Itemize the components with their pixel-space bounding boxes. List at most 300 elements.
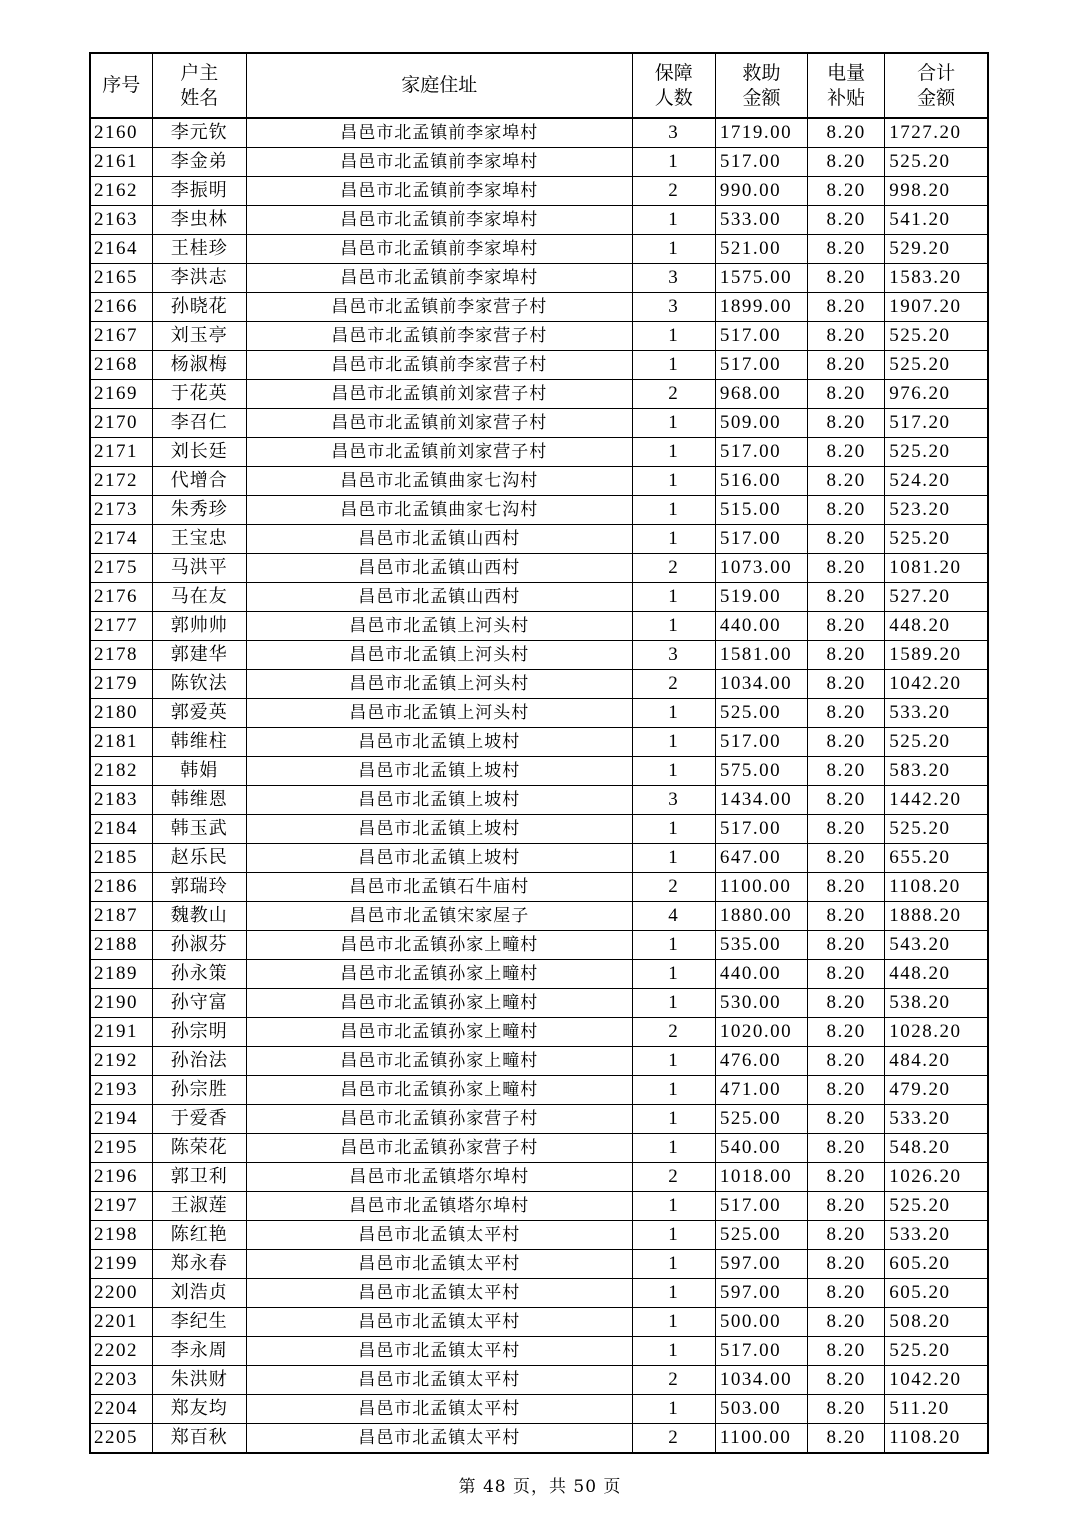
cell-aid-amount: 517.00: [715, 1337, 807, 1366]
cell-total-amount: 541.20: [885, 206, 988, 235]
cell-index: 2171: [90, 438, 152, 467]
cell-index: 2196: [90, 1163, 152, 1192]
cell-index: 2168: [90, 351, 152, 380]
cell-householder-name: 李虫林: [152, 206, 246, 235]
cell-total-amount: 538.20: [885, 989, 988, 1018]
cell-householder-name: 李纪生: [152, 1308, 246, 1337]
cell-electricity-subsidy: 8.20: [808, 409, 885, 438]
cell-electricity-subsidy: 8.20: [808, 844, 885, 873]
cell-address: 昌邑市北孟镇前李家埠村: [246, 118, 632, 148]
cell-aid-amount: 540.00: [715, 1134, 807, 1163]
cell-total-amount: 1026.20: [885, 1163, 988, 1192]
cell-address: 昌邑市北孟镇孙家上疃村: [246, 1076, 632, 1105]
table-row: [90, 699, 988, 728]
cell-householder-name: 李元钦: [152, 118, 246, 148]
cell-total-amount: 998.20: [885, 177, 988, 206]
cell-aid-amount: 517.00: [715, 148, 807, 177]
cell-index: 2174: [90, 525, 152, 554]
cell-householder-name: 韩维恩: [152, 786, 246, 815]
cell-address: 昌邑市北孟镇上河头村: [246, 699, 632, 728]
cell-aid-amount: 525.00: [715, 699, 807, 728]
cell-index: 2200: [90, 1279, 152, 1308]
cell-householder-name: 马洪平: [152, 554, 246, 583]
cell-electricity-subsidy: 8.20: [808, 1076, 885, 1105]
cell-householder-name: 陈红艳: [152, 1221, 246, 1250]
cell-aid-amount: 597.00: [715, 1250, 807, 1279]
cell-total-amount: 525.20: [885, 815, 988, 844]
cell-electricity-subsidy: 8.20: [808, 728, 885, 757]
table-row: [90, 118, 988, 148]
cell-aid-amount: 1100.00: [715, 1424, 807, 1454]
cell-electricity-subsidy: 8.20: [808, 583, 885, 612]
cell-total-amount: 548.20: [885, 1134, 988, 1163]
table-row: [90, 931, 988, 960]
cell-electricity-subsidy: 8.20: [808, 206, 885, 235]
cell-aid-amount: 1034.00: [715, 670, 807, 699]
cell-address: 昌邑市北孟镇上河头村: [246, 612, 632, 641]
cell-householder-name: 朱洪财: [152, 1366, 246, 1395]
cell-total-amount: 543.20: [885, 931, 988, 960]
table-row: [90, 1192, 988, 1221]
cell-index: 2164: [90, 235, 152, 264]
cell-aid-amount: 517.00: [715, 322, 807, 351]
cell-index: 2162: [90, 177, 152, 206]
cell-total-amount: 525.20: [885, 728, 988, 757]
cell-total-amount: 1081.20: [885, 554, 988, 583]
cell-index: 2193: [90, 1076, 152, 1105]
cell-covered-people: 1: [632, 438, 715, 467]
cell-total-amount: 448.20: [885, 612, 988, 641]
cell-covered-people: 3: [632, 293, 715, 322]
cell-covered-people: 3: [632, 264, 715, 293]
cell-index: 2188: [90, 931, 152, 960]
cell-total-amount: 525.20: [885, 525, 988, 554]
cell-covered-people: 1: [632, 409, 715, 438]
cell-total-amount: 525.20: [885, 1192, 988, 1221]
cell-covered-people: 2: [632, 1018, 715, 1047]
cell-householder-name: 代增合: [152, 467, 246, 496]
cell-total-amount: 525.20: [885, 322, 988, 351]
cell-electricity-subsidy: 8.20: [808, 786, 885, 815]
cell-electricity-subsidy: 8.20: [808, 1192, 885, 1221]
table-row: [90, 670, 988, 699]
cell-address: 昌邑市北孟镇上坡村: [246, 757, 632, 786]
cell-index: 2194: [90, 1105, 152, 1134]
cell-index: 2204: [90, 1395, 152, 1424]
cell-aid-amount: 517.00: [715, 1192, 807, 1221]
cell-covered-people: 1: [632, 612, 715, 641]
cell-electricity-subsidy: 8.20: [808, 438, 885, 467]
cell-householder-name: 李洪志: [152, 264, 246, 293]
cell-covered-people: 1: [632, 525, 715, 554]
cell-aid-amount: 535.00: [715, 931, 807, 960]
cell-total-amount: 533.20: [885, 1221, 988, 1250]
table-row: [90, 1279, 988, 1308]
table-row: [90, 815, 988, 844]
cell-covered-people: 1: [632, 583, 715, 612]
cell-total-amount: 525.20: [885, 148, 988, 177]
cell-electricity-subsidy: 8.20: [808, 322, 885, 351]
cell-electricity-subsidy: 8.20: [808, 351, 885, 380]
cell-address: 昌邑市北孟镇石牛庙村: [246, 873, 632, 902]
cell-covered-people: 1: [632, 1134, 715, 1163]
table-row: [90, 1250, 988, 1279]
cell-covered-people: 1: [632, 148, 715, 177]
cell-index: 2169: [90, 380, 152, 409]
cell-electricity-subsidy: 8.20: [808, 1279, 885, 1308]
cell-electricity-subsidy: 8.20: [808, 496, 885, 525]
cell-aid-amount: 1018.00: [715, 1163, 807, 1192]
cell-total-amount: 1042.20: [885, 1366, 988, 1395]
cell-electricity-subsidy: 8.20: [808, 902, 885, 931]
cell-index: 2173: [90, 496, 152, 525]
table-row: [90, 409, 988, 438]
cell-householder-name: 孙宗胜: [152, 1076, 246, 1105]
cell-index: 2180: [90, 699, 152, 728]
cell-householder-name: 郑永春: [152, 1250, 246, 1279]
cell-electricity-subsidy: 8.20: [808, 1337, 885, 1366]
cell-covered-people: 1: [632, 931, 715, 960]
cell-address: 昌邑市北孟镇山西村: [246, 583, 632, 612]
cell-covered-people: 1: [632, 467, 715, 496]
cell-electricity-subsidy: 8.20: [808, 1250, 885, 1279]
cell-electricity-subsidy: 8.20: [808, 1221, 885, 1250]
table-row: [90, 960, 988, 989]
table-row: [90, 467, 988, 496]
cell-total-amount: 655.20: [885, 844, 988, 873]
cell-covered-people: 1: [632, 206, 715, 235]
header-total-amount: 合计 金额: [885, 53, 988, 118]
cell-address: 昌邑市北孟镇前李家营子村: [246, 351, 632, 380]
cell-index: 2192: [90, 1047, 152, 1076]
cell-index: 2205: [90, 1424, 152, 1454]
cell-householder-name: 郭卫利: [152, 1163, 246, 1192]
cell-aid-amount: 471.00: [715, 1076, 807, 1105]
cell-covered-people: 2: [632, 554, 715, 583]
cell-householder-name: 刘长廷: [152, 438, 246, 467]
cell-covered-people: 1: [632, 1279, 715, 1308]
table-row: [90, 1366, 988, 1395]
cell-covered-people: 1: [632, 1395, 715, 1424]
cell-electricity-subsidy: 8.20: [808, 148, 885, 177]
table-body: [90, 118, 988, 1453]
cell-index: 2160: [90, 118, 152, 148]
cell-covered-people: 1: [632, 1192, 715, 1221]
cell-index: 2161: [90, 148, 152, 177]
cell-householder-name: 韩娟: [152, 757, 246, 786]
cell-total-amount: 517.20: [885, 409, 988, 438]
cell-index: 2197: [90, 1192, 152, 1221]
cell-householder-name: 陈钦法: [152, 670, 246, 699]
table-row: [90, 322, 988, 351]
cell-address: 昌邑市北孟镇太平村: [246, 1395, 632, 1424]
cell-householder-name: 王宝忠: [152, 525, 246, 554]
cell-aid-amount: 525.00: [715, 1105, 807, 1134]
cell-address: 昌邑市北孟镇前李家营子村: [246, 293, 632, 322]
cell-electricity-subsidy: 8.20: [808, 380, 885, 409]
cell-householder-name: 李召仁: [152, 409, 246, 438]
cell-address: 昌邑市北孟镇上坡村: [246, 728, 632, 757]
cell-address: 昌邑市北孟镇孙家上疃村: [246, 960, 632, 989]
cell-householder-name: 孙守富: [152, 989, 246, 1018]
cell-address: 昌邑市北孟镇曲家七沟村: [246, 496, 632, 525]
cell-electricity-subsidy: 8.20: [808, 1163, 885, 1192]
cell-electricity-subsidy: 8.20: [808, 1366, 885, 1395]
cell-total-amount: 525.20: [885, 351, 988, 380]
cell-covered-people: 2: [632, 1366, 715, 1395]
cell-electricity-subsidy: 8.20: [808, 467, 885, 496]
cell-aid-amount: 1575.00: [715, 264, 807, 293]
cell-index: 2186: [90, 873, 152, 902]
cell-total-amount: 1108.20: [885, 1424, 988, 1454]
cell-aid-amount: 1880.00: [715, 902, 807, 931]
cell-address: 昌邑市北孟镇上坡村: [246, 844, 632, 873]
table-row: [90, 844, 988, 873]
cell-electricity-subsidy: 8.20: [808, 612, 885, 641]
cell-electricity-subsidy: 8.20: [808, 960, 885, 989]
table-row: [90, 496, 988, 525]
table-row: [90, 351, 988, 380]
cell-householder-name: 韩玉武: [152, 815, 246, 844]
cell-index: 2198: [90, 1221, 152, 1250]
cell-address: 昌邑市北孟镇孙家营子村: [246, 1134, 632, 1163]
cell-index: 2187: [90, 902, 152, 931]
cell-address: 昌邑市北孟镇前刘家营子村: [246, 380, 632, 409]
cell-householder-name: 李振明: [152, 177, 246, 206]
cell-total-amount: 484.20: [885, 1047, 988, 1076]
cell-address: 昌邑市北孟镇前李家埠村: [246, 177, 632, 206]
table-row: [90, 1076, 988, 1105]
cell-electricity-subsidy: 8.20: [808, 815, 885, 844]
cell-index: 2178: [90, 641, 152, 670]
cell-householder-name: 郭建华: [152, 641, 246, 670]
table-row: [90, 380, 988, 409]
table-row: [90, 612, 988, 641]
cell-aid-amount: 968.00: [715, 380, 807, 409]
cell-aid-amount: 533.00: [715, 206, 807, 235]
cell-aid-amount: 1719.00: [715, 118, 807, 148]
table-header-row: [90, 53, 988, 118]
table-row: [90, 235, 988, 264]
cell-covered-people: 1: [632, 351, 715, 380]
cell-aid-amount: 515.00: [715, 496, 807, 525]
cell-address: 昌邑市北孟镇太平村: [246, 1308, 632, 1337]
cell-aid-amount: 1073.00: [715, 554, 807, 583]
table-row: [90, 177, 988, 206]
cell-address: 昌邑市北孟镇孙家上疃村: [246, 989, 632, 1018]
cell-aid-amount: 597.00: [715, 1279, 807, 1308]
cell-address: 昌邑市北孟镇太平村: [246, 1424, 632, 1454]
cell-electricity-subsidy: 8.20: [808, 525, 885, 554]
cell-index: 2182: [90, 757, 152, 786]
cell-covered-people: 2: [632, 873, 715, 902]
cell-index: 2185: [90, 844, 152, 873]
cell-electricity-subsidy: 8.20: [808, 641, 885, 670]
cell-covered-people: 4: [632, 902, 715, 931]
cell-aid-amount: 521.00: [715, 235, 807, 264]
cell-address: 昌邑市北孟镇太平村: [246, 1279, 632, 1308]
table-row: [90, 264, 988, 293]
table-row: [90, 1424, 988, 1454]
header-electricity-subsidy: 电量 补贴: [808, 53, 885, 118]
cell-index: 2189: [90, 960, 152, 989]
table-row: [90, 1337, 988, 1366]
cell-total-amount: 976.20: [885, 380, 988, 409]
cell-covered-people: 1: [632, 757, 715, 786]
cell-total-amount: 511.20: [885, 1395, 988, 1424]
cell-householder-name: 魏教山: [152, 902, 246, 931]
cell-index: 2165: [90, 264, 152, 293]
cell-address: 昌邑市北孟镇曲家七沟村: [246, 467, 632, 496]
cell-aid-amount: 1899.00: [715, 293, 807, 322]
cell-address: 昌邑市北孟镇上河头村: [246, 641, 632, 670]
cell-total-amount: 605.20: [885, 1250, 988, 1279]
cell-address: 昌邑市北孟镇宋家屋子: [246, 902, 632, 931]
cell-aid-amount: 1581.00: [715, 641, 807, 670]
page-footer: 第 48 页，共 50 页: [458, 1477, 622, 1497]
cell-covered-people: 2: [632, 177, 715, 206]
cell-householder-name: 郑友均: [152, 1395, 246, 1424]
cell-total-amount: 533.20: [885, 699, 988, 728]
cell-index: 2203: [90, 1366, 152, 1395]
cell-index: 2199: [90, 1250, 152, 1279]
cell-aid-amount: 500.00: [715, 1308, 807, 1337]
cell-covered-people: 1: [632, 989, 715, 1018]
table-row: [90, 728, 988, 757]
cell-householder-name: 郭爱英: [152, 699, 246, 728]
cell-index: 2166: [90, 293, 152, 322]
cell-electricity-subsidy: 8.20: [808, 1134, 885, 1163]
cell-address: 昌邑市北孟镇前李家埠村: [246, 148, 632, 177]
cell-householder-name: 孙永策: [152, 960, 246, 989]
cell-address: 昌邑市北孟镇太平村: [246, 1366, 632, 1395]
cell-address: 昌邑市北孟镇上坡村: [246, 815, 632, 844]
cell-address: 昌邑市北孟镇塔尔埠村: [246, 1163, 632, 1192]
header-householder-name: 户主 姓名: [152, 53, 246, 118]
cell-householder-name: 郭帅帅: [152, 612, 246, 641]
cell-electricity-subsidy: 8.20: [808, 1424, 885, 1454]
table-row: [90, 1105, 988, 1134]
cell-index: 2179: [90, 670, 152, 699]
cell-covered-people: 3: [632, 641, 715, 670]
cell-total-amount: 1042.20: [885, 670, 988, 699]
cell-householder-name: 韩维柱: [152, 728, 246, 757]
cell-covered-people: 2: [632, 670, 715, 699]
table-row: [90, 1221, 988, 1250]
cell-index: 2190: [90, 989, 152, 1018]
cell-aid-amount: 517.00: [715, 438, 807, 467]
table-row: [90, 902, 988, 931]
cell-index: 2184: [90, 815, 152, 844]
cell-aid-amount: 503.00: [715, 1395, 807, 1424]
cell-address: 昌邑市北孟镇孙家上疃村: [246, 1018, 632, 1047]
cell-index: 2183: [90, 786, 152, 815]
cell-electricity-subsidy: 8.20: [808, 264, 885, 293]
cell-aid-amount: 516.00: [715, 467, 807, 496]
cell-householder-name: 赵乐民: [152, 844, 246, 873]
cell-address: 昌邑市北孟镇山西村: [246, 525, 632, 554]
table-row: [90, 206, 988, 235]
cell-index: 2201: [90, 1308, 152, 1337]
table-row: [90, 1163, 988, 1192]
cell-electricity-subsidy: 8.20: [808, 1395, 885, 1424]
cell-aid-amount: 1020.00: [715, 1018, 807, 1047]
cell-electricity-subsidy: 8.20: [808, 1018, 885, 1047]
cell-address: 昌邑市北孟镇太平村: [246, 1337, 632, 1366]
cell-aid-amount: 990.00: [715, 177, 807, 206]
cell-total-amount: 525.20: [885, 438, 988, 467]
cell-total-amount: 523.20: [885, 496, 988, 525]
cell-address: 昌邑市北孟镇前李家营子村: [246, 322, 632, 351]
cell-householder-name: 刘玉亭: [152, 322, 246, 351]
cell-electricity-subsidy: 8.20: [808, 757, 885, 786]
table-row: [90, 438, 988, 467]
cell-index: 2177: [90, 612, 152, 641]
cell-aid-amount: 517.00: [715, 351, 807, 380]
table-row: [90, 1018, 988, 1047]
cell-total-amount: 508.20: [885, 1308, 988, 1337]
cell-aid-amount: 517.00: [715, 525, 807, 554]
cell-covered-people: 1: [632, 960, 715, 989]
cell-total-amount: 1888.20: [885, 902, 988, 931]
cell-householder-name: 刘浩贞: [152, 1279, 246, 1308]
table-row: [90, 1308, 988, 1337]
cell-covered-people: 1: [632, 1221, 715, 1250]
cell-householder-name: 孙晓花: [152, 293, 246, 322]
cell-householder-name: 王桂珍: [152, 235, 246, 264]
cell-householder-name: 李永周: [152, 1337, 246, 1366]
table-row: [90, 554, 988, 583]
cell-electricity-subsidy: 8.20: [808, 699, 885, 728]
cell-householder-name: 孙治法: [152, 1047, 246, 1076]
header-covered-people: 保障 人数: [632, 53, 715, 118]
cell-address: 昌邑市北孟镇塔尔埠村: [246, 1192, 632, 1221]
header-index: 序号: [90, 53, 152, 118]
table-row: [90, 148, 988, 177]
cell-aid-amount: 575.00: [715, 757, 807, 786]
cell-aid-amount: 1034.00: [715, 1366, 807, 1395]
cell-address: 昌邑市北孟镇前李家埠村: [246, 264, 632, 293]
table-row: [90, 786, 988, 815]
cell-total-amount: 1442.20: [885, 786, 988, 815]
cell-covered-people: 1: [632, 728, 715, 757]
cell-householder-name: 杨淑梅: [152, 351, 246, 380]
table-row: [90, 757, 988, 786]
cell-total-amount: 1028.20: [885, 1018, 988, 1047]
cell-aid-amount: 1434.00: [715, 786, 807, 815]
cell-aid-amount: 530.00: [715, 989, 807, 1018]
cell-address: 昌邑市北孟镇上坡村: [246, 786, 632, 815]
table-row: [90, 583, 988, 612]
table-row: [90, 1134, 988, 1163]
cell-aid-amount: 517.00: [715, 815, 807, 844]
cell-covered-people: 2: [632, 380, 715, 409]
cell-total-amount: 583.20: [885, 757, 988, 786]
cell-index: 2195: [90, 1134, 152, 1163]
cell-index: 2170: [90, 409, 152, 438]
cell-index: 2176: [90, 583, 152, 612]
table-row: [90, 525, 988, 554]
cell-total-amount: 524.20: [885, 467, 988, 496]
cell-aid-amount: 440.00: [715, 612, 807, 641]
cell-address: 昌邑市北孟镇前刘家营子村: [246, 438, 632, 467]
table-row: [90, 1047, 988, 1076]
table-row: [90, 989, 988, 1018]
cell-index: 2163: [90, 206, 152, 235]
cell-covered-people: 2: [632, 1424, 715, 1454]
cell-index: 2181: [90, 728, 152, 757]
header-aid-amount: 救助 金额: [715, 53, 807, 118]
